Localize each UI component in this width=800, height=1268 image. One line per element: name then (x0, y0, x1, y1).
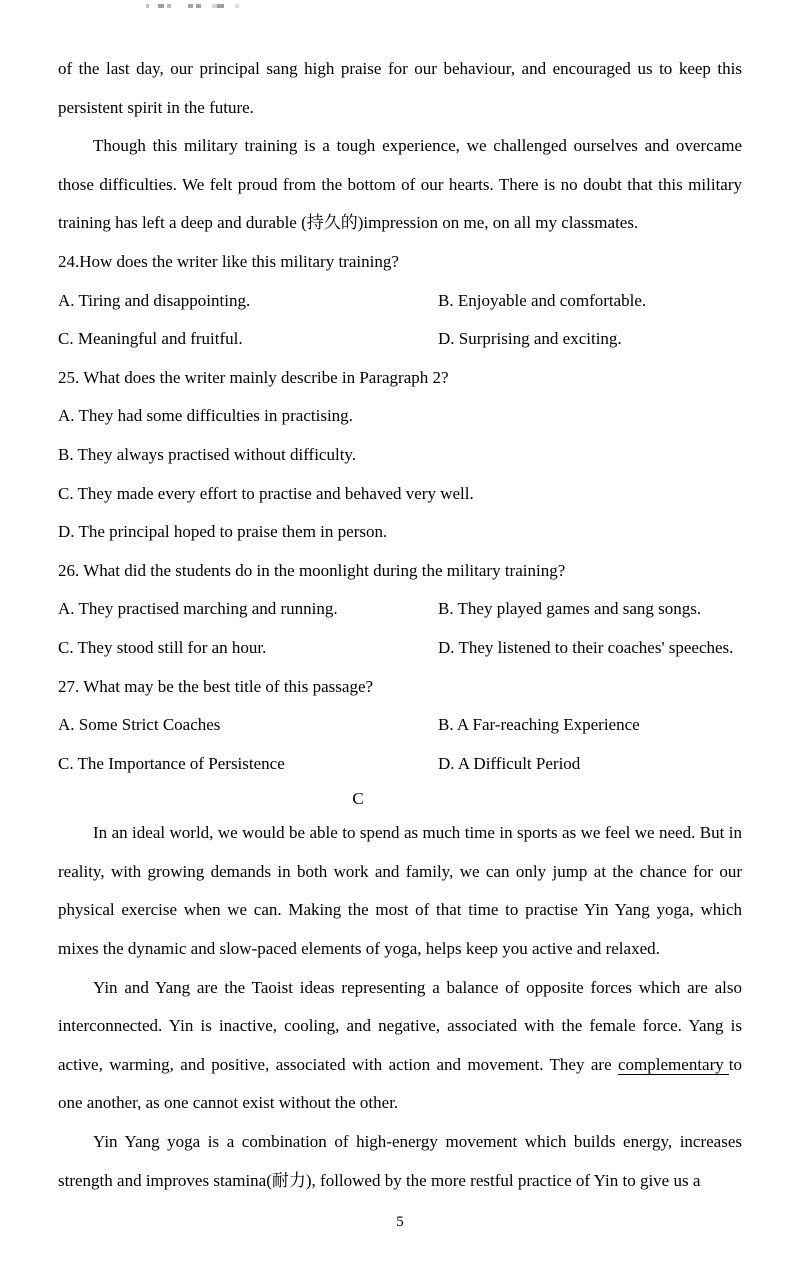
underlined-word-complementary: complementary (618, 1055, 729, 1075)
question-26-option-b: B. They played games and sang songs. (438, 599, 702, 619)
passage-b-final-paragraph: Though this military training is a tough experience, we challenged ourselves and overcame those difficulties. We felt proud from the bottom of our hearts. There is no doubt that this military training has left a deep and durable (持久的)impression on me, on all my classmates. (58, 136, 742, 233)
paragraph-text: Yin and Yang are the Taoist ideas representing a balance of opposite forces which are also interconnected. Yin is inactive, cooling, and negative, associated with the female force. Yang is active, warming, and positive, associated with action and movement. They are (58, 977, 742, 1074)
question-25 (58, 359, 742, 552)
question-27-text: 27. What may be the best title of this passage? (58, 676, 374, 696)
passage-b-continuation-paragraph: of the last day, our principal sang high praise for our behaviour, and encouraged us to keep this persistent spirit in the future. (58, 59, 742, 117)
passage-c-paragraph-3: Yin Yang yoga is a combination of high-energy movement which builds energy, increases strength and improves stamina(耐力), followed by the more restful practice of Yin to give us a (58, 1132, 742, 1190)
question-27 (58, 668, 742, 784)
question-26-option-a: A. They practised marching and running. (58, 599, 338, 619)
question-24 (58, 243, 742, 359)
question-24-text: 24.How does the writer like this military training? (58, 251, 399, 271)
question-24-option-a: A. Tiring and disappointing. (58, 290, 251, 310)
question-27-option-d: D. A Difficult Period (438, 753, 581, 773)
question-26-option-c: C. They stood still for an hour. (58, 637, 267, 657)
question-25-option-c: C. They made every effort to practise and behaved very well. (58, 483, 474, 503)
question-25-option-a: A. They had some difficulties in practising. (58, 406, 353, 426)
question-25-option-b: B. They always practised without difficulty. (58, 444, 357, 464)
passage-c-heading: C (352, 789, 364, 809)
page-number: 5 (396, 1214, 404, 1230)
question-26-options-row-2 (58, 629, 742, 668)
question-27-option-c: C. The Importance of Persistence (58, 753, 285, 773)
question-26-options-row-1 (58, 590, 742, 629)
question-27-options-row-2 (58, 745, 742, 784)
paragraph-text: to one another, as one cannot exist without the other. (58, 1054, 742, 1113)
question-24-option-d: D. Surprising and exciting. (438, 329, 622, 349)
page-body (58, 50, 742, 1200)
question-26-text: 26. What did the students do in the moonlight during the military training? (58, 560, 566, 580)
question-27-option-b: B. A Far-reaching Experience (438, 715, 640, 735)
question-25-option-d: D. The principal hoped to praise them in person. (58, 522, 388, 542)
passage-c-paragraph-2 (58, 969, 742, 1123)
question-24-option-c: C. Meaningful and fruitful. (58, 329, 243, 349)
question-24-option-b: B. Enjoyable and comfortable. (438, 290, 647, 310)
question-24-options-row-1 (58, 282, 742, 321)
question-27-option-a: A. Some Strict Coaches (58, 715, 221, 735)
passage-c-paragraph-1: In an ideal world, we would be able to spend as much time in sports as we feel we need. But in reality, with growing demands in both work and family, we can only jump at the chance for our physical exercise when we can. Making the most of that time to practise Yin Yang yoga, which mixes the dynamic and slow-paced elements of yoga, helps keep you active and relaxed. (58, 823, 742, 959)
question-27-options-row-1 (58, 706, 742, 745)
question-26-option-d: D. They listened to their coaches' speeches. (438, 637, 734, 657)
question-26 (58, 552, 742, 668)
question-25-text: 25. What does the writer mainly describe in Paragraph 2? (58, 367, 449, 387)
question-24-options-row-2 (58, 320, 742, 359)
